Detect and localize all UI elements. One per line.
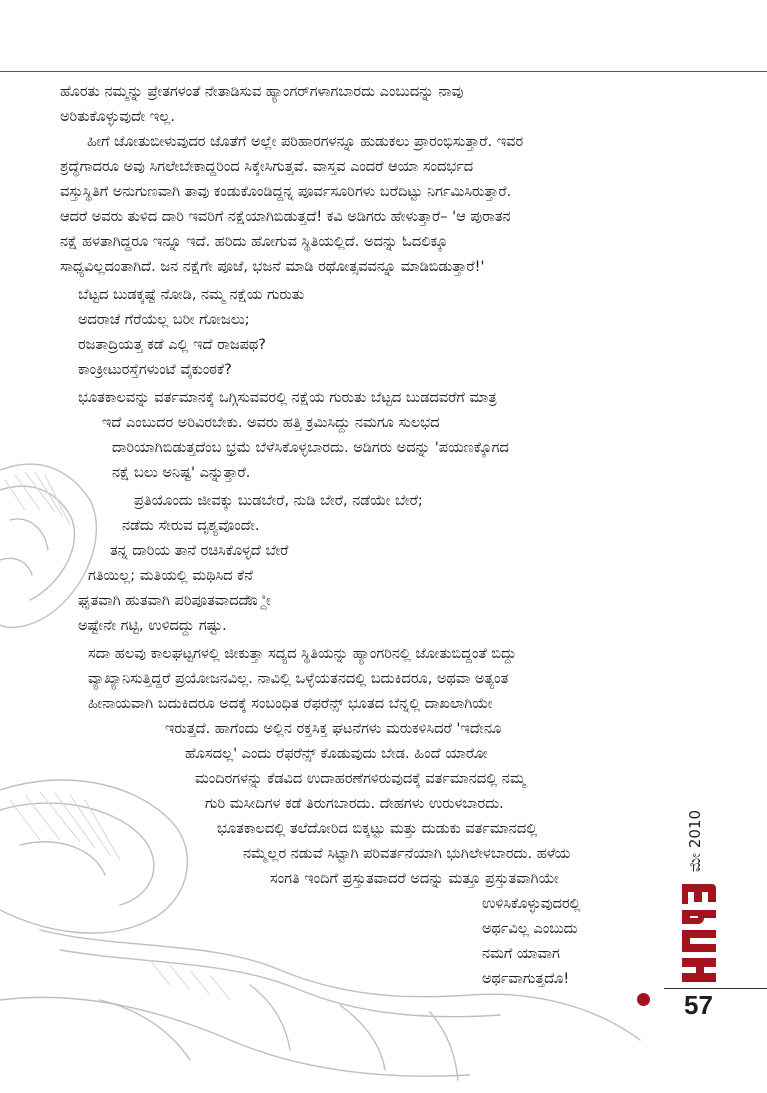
text-line: ಆದರೆ ಅವರು ತುಳಿದ ದಾರಿ ಇವರಿಗೆ ನಕ್ಷೆಯಾಗಿಬಿಡುತ್ತದೆ! ಕವಿ ಅಡಿಗರು ಹೇಳುತ್ತಾರೆ– 'ಆ ಪುರಾತನ	[60, 209, 511, 225]
text-line: ಗತಿಯಿಲ್ಲ; ಮತಿಯಲ್ಲಿ ಮಥಿಸಿದ ಕೆನೆ	[88, 568, 253, 584]
text-line: ನಕ್ಷೆ ಹಳತಾಗಿದ್ದರೂ ಇನ್ನೂ ಇದೆ. ಹರಿದು ಹೋಗುವ ಸ್ಥಿತಿಯಲ್ಲಿದೆ. ಅದನ್ನು ಓದಲಿಕ್ಕೂ	[60, 234, 448, 250]
text-line: ಪ್ರತಿಯೊಂದು ಜೀವಕ್ಕು ಬುಡಬೇರೆ, ನುಡಿ ಬೇರೆ, ನಡೆಯೇ ಬೇರೆ;	[134, 493, 423, 509]
text-line: ಭೂತಕಾಲದಲ್ಲಿ ತಲೆದೋರಿದ ಬಿಕ್ಕಟ್ಟು ಮತ್ತು ದುಡುಕು ವರ್ತಮಾನದಲ್ಲಿ	[217, 821, 538, 837]
issue-date-text: ಮೇ 2010	[686, 809, 705, 873]
text-line: ಭೂತಕಾಲವನ್ನು ವರ್ತಮಾನಕ್ಕೆ ಒಗ್ಗಿಸುವವರಲ್ಲಿ ನಕ್ಷೆಯ ಗುರುತು ಬೆಟ್ಟದ ಬುಡದವರೆಗೆ ಮಾತ್ರ	[78, 390, 497, 406]
text-line: ವ್ಯಾಖ್ಯಾನಿಸುತ್ತಿದ್ದರೆ ಪ್ರಯೋಜನವಿಲ್ಲ. ನಾವಿಲ್ಲಿ ಒಳ್ಳೆಯತನದಲ್ಲಿ ಬದುಕಿದರೂ, ಅಥವಾ ಅತ್ಯಂತ	[88, 671, 509, 687]
magazine-logo-mark	[678, 878, 718, 988]
text-line: ಹೊರತು ನಮ್ಮನ್ನು ಪ್ರೇತಗಳಂತೆ ನೇತಾಡಿಸುವ ಹ್ಯಾಂಗರ್‌ಗಳಾಗಬಾರದು ಎಂಬುದನ್ನು ನಾವು	[60, 84, 464, 100]
text-line: ಸಾಧ್ಯವಿಲ್ಲದಂತಾಗಿದೆ. ಜನ ನಕ್ಷೆಗೇ ಪೂಜೆ, ಭಜನೆ ಮಾಡಿ ರಥೋತ್ಸವವನ್ನೂ ಮಾಡಿಬಿಡುತ್ತಾರೆ!'	[60, 259, 485, 275]
text-line: ಇರುತ್ತದೆ. ಹಾಗೆಂದು ಅಲ್ಲಿನ ರಕ್ತಸಿಕ್ತ ಘಟನೆಗಳು ಮರುಕಳಿಸಿದರೆ 'ಇದೇನೂ	[165, 721, 502, 737]
text-line: ಅದರಾಚೆ ಗೆರೆಯೆಲ್ಲ ಬರೀ ಗೋಜಲು;	[78, 312, 250, 328]
text-line: ನಕ್ಷೆ ಬಲು ಅನಿಷ್ಟ' ಎನ್ನುತ್ತಾರೆ.	[112, 465, 251, 481]
text-line: ವಸ್ತುಸ್ಥಿತಿಗೆ ಅನುಗುಣವಾಗಿ ತಾವು ಕಂಡುಕೊಂಡಿದ್ದನ್ನ ಪೂರ್ವಸೂರಿಗಳು ಬರೆದಿಟ್ಟು ನಿರ್ಗಮಿಸಿರುತ್ತಾರೆ.	[60, 184, 512, 200]
text-line: ಹೊಸದಲ್ಲ' ಎಂದು ರೆಫರೆನ್ಸ್ ಕೊಡುವುದು ಬೇಡ. ಹಿಂದೆ ಯಾರೋ	[185, 746, 488, 762]
text-line: ಕಾಂಕ್ರೀಟುರಸ್ತೆಗಳುಂಟೆ ವೈಕುಂಠಕೆ?	[78, 362, 232, 378]
text-line: ನಮ್ಮೆಲ್ಲರ ನಡುವೆ ಸಿಟ್ಟಾಗಿ ಪರಿವರ್ತನೆಯಾಗಿ ಭುಗಿಲೇಳಬಾರದು. ಹಳೆಯ	[243, 846, 571, 862]
text-line: ಸದಾ ಹಲವು ಕಾಲಘಟ್ಟಗಳಲ್ಲಿ ಜೀಕುತ್ತಾ ಸದ್ಯದ ಸ್ಥಿತಿಯನ್ನು ಹ್ಯಾಂಗರಿನಲ್ಲಿ ಜೋತುಬಿದ್ದಂತೆ ಬಿದ್ದು	[88, 646, 517, 662]
text-line: ಮಂದಿರಗಳನ್ನು ಕೆಡವಿದ ಉದಾಹರಣೆಗಳಿರುವುದಕ್ಕೆ ವರ್ತಮಾನದಲ್ಲಿ ನಮ್ಮ	[195, 771, 526, 787]
text-line: ತನ್ನ ದಾರಿಯ ತಾನೆ ರಚಿಸಿಕೊಳ್ಳದೆ ಬೇರೆ	[110, 543, 289, 559]
text-line: ಬೆಟ್ಟದ ಬುಡಕ್ಕಷ್ಟೆ ನೋಡಿ, ನಮ್ಮ ನಕ್ಷೆಯ ಗುರುತು	[78, 287, 305, 303]
text-line: ಘೃತವಾಗಿ ಹುತವಾಗಿ ಪರಿಪೂತವಾದದ್ದೊ್ೀ	[78, 593, 271, 609]
red-dot-icon	[637, 993, 650, 1006]
text-line: ಗುರಿ ಮಸೀದಿಗಳ ಕಡೆ ತಿರುಗಬಾರದು. ದೇಹಗಳು ಉರುಳಬಾರದು.	[205, 796, 504, 812]
text-line: ದಾರಿಯಾಗಿಬಿಡುತ್ತದೆಂಬ ಭ್ರಮೆ ಬೆಳೆಸಿಕೊಳ್ಳಬಾರದು. ಅಡಿಗರು ಅದನ್ನು 'ಪಯಣಕ್ಕೊಗದ	[112, 440, 509, 456]
text-line: ಹೀನಾಯವಾಗಿ ಬದುಕಿದರೂ ಅದಕ್ಕೆ ಸಂಬಂಧಿತ ರೆಫರೆನ್ಸ್ ಭೂತದ ಬೆನ್ನಲ್ಲಿ ದಾಖಲಾಗಿಯೇ	[88, 696, 493, 712]
text-line: ಉಳಿಸಿಕೊಳ್ಳುವುದರಲ್ಲಿ	[482, 896, 581, 912]
text-line: ನಡೆದು ಸೇರುವ ದೃಶ್ಯವೊಂದೇ.	[122, 518, 260, 534]
footer-rule	[664, 988, 767, 989]
text-line: ಸಂಗತಿ ಇಂದಿಗೆ ಪ್ರಸ್ತುತವಾದರೆ ಅದನ್ನು ಮತ್ತೂ ಪ್ರಸ್ತುತವಾಗಿಯೇ	[270, 871, 559, 887]
text-line: ಅರ್ಥವಾಗುತ್ತದೊ!	[482, 971, 570, 987]
text-line: ರಜತಾದ್ರಿಯತ್ತ ಕಡೆ ಎಲ್ಲಿ ಇದೆ ರಾಜಪಥ?	[78, 337, 266, 353]
text-line: ಇದೆ ಎಂಬುದರ ಅರಿವಿರಬೇಕು. ಅವರು ಹತ್ತಿ ಕ್ರಮಿಸಿದ್ದು ನಮಗೂ ಸುಲಭದ	[102, 415, 440, 431]
text-line: ಹೀಗೆ ಜೋತುಬೀಳುವುದರ ಜೊತೆಗೆ ಅಲ್ಲೇ ಪರಿಹಾರಗಳನ್ನೂ ಹುಡುಕಲು ಪ್ರಾರಂಭಿಸುತ್ತಾರೆ. ಇವರ	[87, 134, 524, 150]
text-line: ಅಷ್ಟೇನೇ ಗಟ್ಟಿ, ಉಳಿದದ್ದು ಗಷ್ಟು.	[78, 618, 227, 634]
issue-date	[678, 809, 714, 873]
text-line: ಶ್ರದ್ಧೆಗಾದರೂ ಅವು ಸಿಗಲೇಬೇಕಾದ್ದರಿಂದ ಸಿಕ್ಕೇಸಿಗುತ್ತವೆ. ವಾಸ್ತವ ಎಂದರೆ ಆಯಾ ಸಂದರ್ಭದ	[60, 159, 474, 175]
text-line: ಅರಿತುಕೊಳ್ಳುವುದೇ ಇಲ್ಲ.	[60, 109, 175, 125]
text-line: ಅರ್ಥವಿಲ್ಲ ಎಂಬುದು	[482, 921, 578, 937]
magazine-logo	[678, 878, 718, 988]
page-number: 57	[684, 990, 713, 1020]
text-line: ನಮಗೆ ಯಾವಾಗ	[482, 946, 560, 962]
